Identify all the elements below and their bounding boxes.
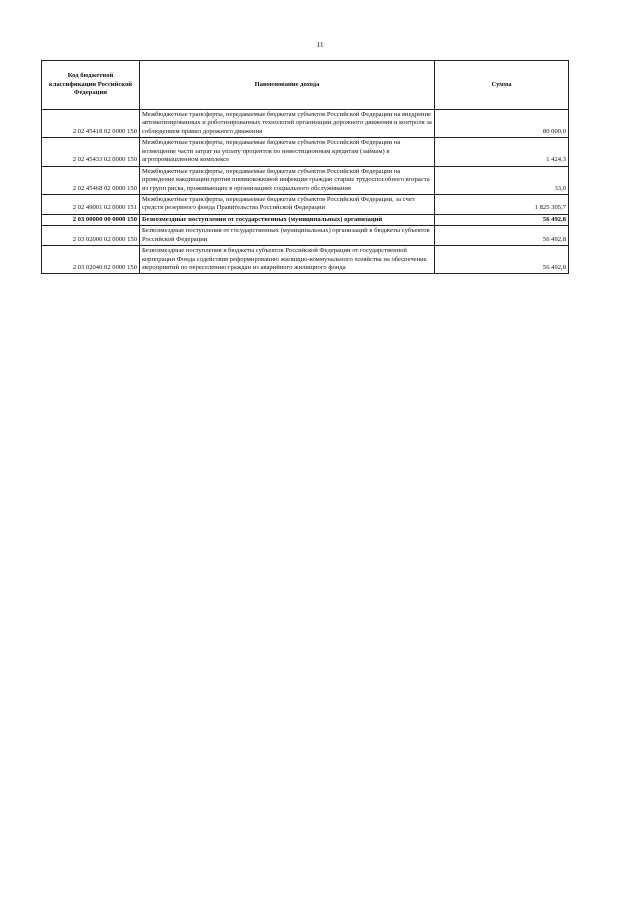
row-name: Межбюджетные трансферты, передаваемые бюджетам субъектов Российской Федерации на внедрение автоматизированных и роботизированных технологий организации дорожного движения и контроля за соблюдением правил дорожного движения (140, 110, 435, 138)
row-sum: 1 825 305,7 (435, 194, 569, 214)
table-header-row (42, 61, 569, 110)
row-sum: 56 492,8 (435, 246, 569, 274)
row-code: 2 02 49001 02 0000 151 (42, 194, 140, 214)
table-row (42, 138, 569, 166)
revenue-table (41, 60, 569, 274)
row-code: 2 03 02040 02 0000 150 (42, 246, 140, 274)
table-row-subtotal (42, 214, 569, 225)
row-code: 2 02 45433 02 0000 150 (42, 138, 140, 166)
row-sum: 80 000,0 (435, 110, 569, 138)
row-sum: 33,0 (435, 166, 569, 194)
row-code: 2 03 02000 02 0000 150 (42, 226, 140, 246)
table-row (42, 110, 569, 138)
header-name: Наименование дохода (140, 61, 435, 110)
table-row (42, 166, 569, 194)
table-row (42, 226, 569, 246)
header-sum: Сумма (435, 61, 569, 110)
page-number: 11 (316, 40, 324, 49)
row-code: 2 02 45418 02 0000 150 (42, 110, 140, 138)
row-name: Межбюджетные трансферты, передаваемые бюджетам субъектов Российской Федерации на проведение вакцинации против пневмококковой инфекции граждан старше трудоспособного возраста из групп риска, проживающих в организациях социального обслуживания (140, 166, 435, 194)
row-sum: 56 492,8 (435, 214, 569, 225)
row-name: Безвозмездные поступления от государственных (муниципальных) организаций (140, 214, 435, 225)
row-name: Межбюджетные трансферты, передаваемые бюджетам субъектов Российской Федерации на возмещение части затрат на уплату процентов по инвестиционным кредитам (займам) в агропромышленном комплексе (140, 138, 435, 166)
row-name: Межбюджетные трансферты, передаваемые бюджетам субъектов Российской Федерации, за счет средств резервного фонда Правительства Российской Федерации (140, 194, 435, 214)
row-code: 2 03 00000 00 0000 150 (42, 214, 140, 225)
row-sum: 56 492,8 (435, 226, 569, 246)
header-code: Код бюджетной классификации Российской Федерации (42, 61, 140, 110)
table-row (42, 194, 569, 214)
row-name: Безвозмездные поступления от государственных (муниципальных) организаций в бюджеты субъектов Российской Федерации (140, 226, 435, 246)
row-name: Безвозмездные поступления в бюджеты субъектов Российской Федерации от государственной корпорации Фонда содействия реформированию жилищно-коммунального хозяйства на обеспечение мероприятий по переселению граждан из аварийного жилищного фонда (140, 246, 435, 274)
table-row (42, 246, 569, 274)
row-sum: 1 424,3 (435, 138, 569, 166)
row-code: 2 02 45468 02 0000 150 (42, 166, 140, 194)
